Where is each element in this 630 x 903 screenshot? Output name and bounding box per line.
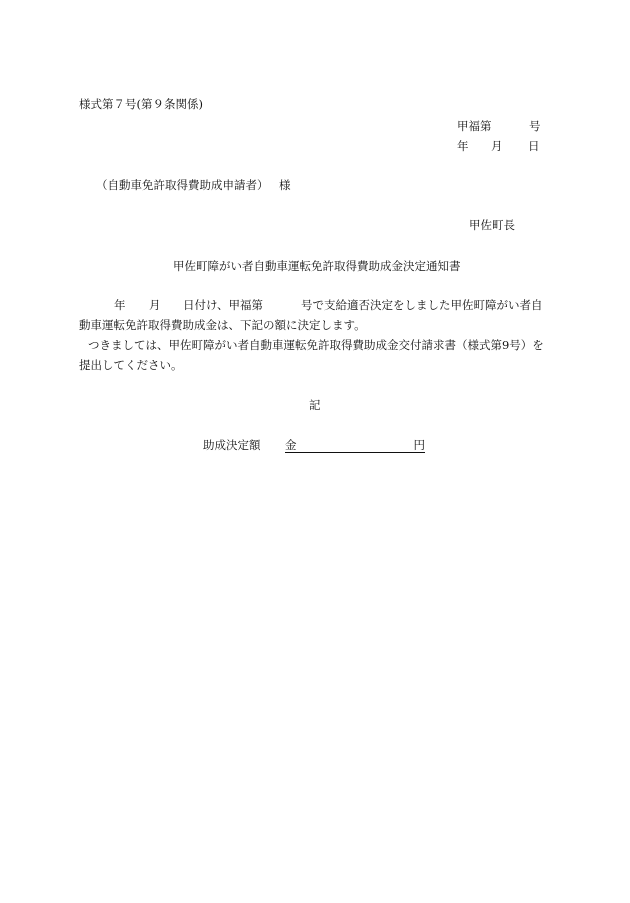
issuer: 甲佐町長 [469,218,515,232]
date-month: 月 [491,139,503,153]
amount-currency-prefix: 金 [285,438,297,452]
body-month: 月 [149,298,161,312]
recipient [96,178,291,192]
document-number-prefix: 甲福第 [457,119,492,133]
document-number-suffix: 号 [529,119,541,133]
amount-label: 助成決定額 [203,438,261,452]
body-decision-text: 号で支給適否決定をしました甲佐町障がい者自 [301,298,543,312]
body-date-ref: 日付け、甲福第 [183,298,264,312]
amount-field [285,438,425,453]
date-year: 年 [457,139,469,153]
body-line-4: 提出してください。 [79,358,183,372]
ki-heading: 記 [309,398,321,412]
document-title: 甲佐町障がい者自動車運転免許取得費助成金決定通知書 [173,259,461,273]
recipient-honorific: 様 [279,178,291,192]
form-label: 様式第７号(第９条関係) [79,97,203,111]
body-line-3: つきましては、甲佐町障がい者自動車運転免許取得費助成金交付請求書（様式第9号）を [88,338,544,352]
document-number [457,119,541,133]
amount-unit: 円 [413,438,425,452]
recipient-name: （自動車免許取得費助成申請者） [96,178,269,192]
date-day: 日 [528,139,540,153]
body-line-2: 動車運転免許取得費助成金は、下記の額に決定します。 [79,318,366,332]
body-year: 年 [114,298,126,312]
